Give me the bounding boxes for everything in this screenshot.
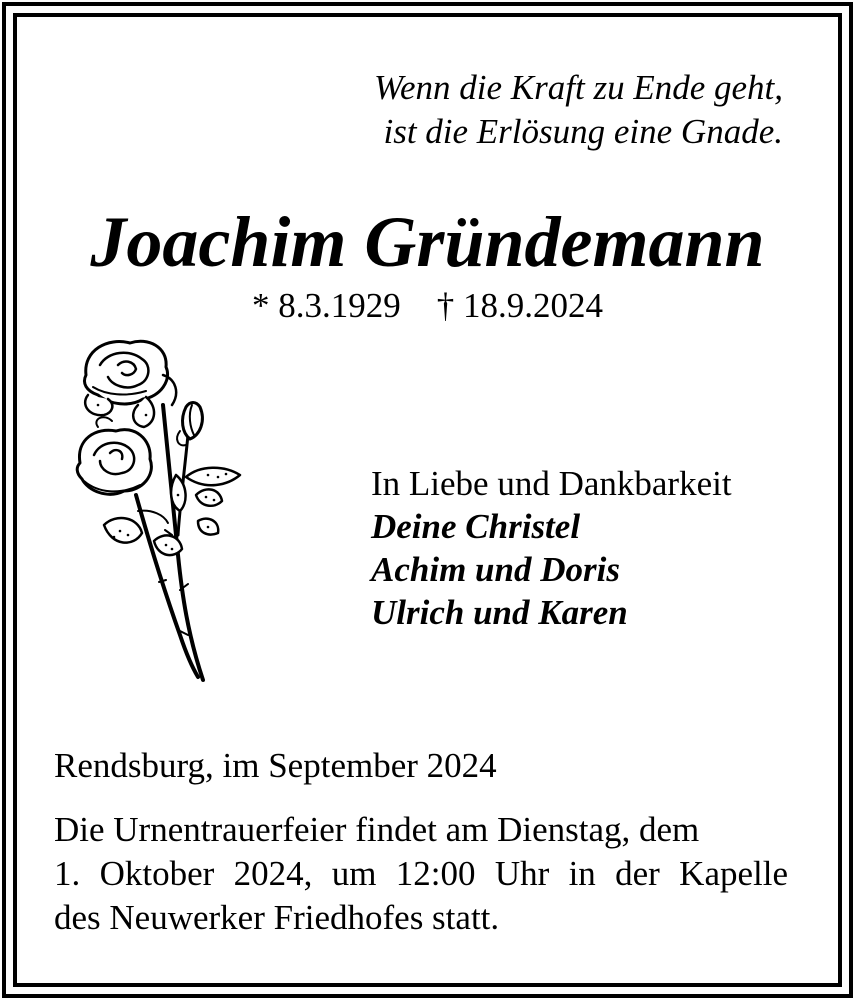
family-member: Achim und Doris [371, 550, 620, 589]
service-word: Uhr [494, 854, 550, 893]
life-dates [0, 284, 855, 328]
birth-date: * 8.3.1929 [252, 286, 401, 325]
service-word: der [615, 854, 660, 893]
service-word: 2024, [233, 854, 313, 893]
signoff [371, 462, 732, 634]
motto [374, 66, 783, 154]
deceased-name: Joachim Gründemann [90, 202, 765, 282]
service-word: Kapelle [679, 854, 788, 893]
motto-line-2: ist die Erlösung eine Gnade. [383, 112, 783, 151]
service-notice [54, 808, 788, 940]
service-line-1: Die Urnentrauerfeier findet am Dienstag, dem [54, 810, 700, 849]
service-word: Oktober [99, 854, 215, 893]
signoff-intro: In Liebe und Dankbarkeit [371, 464, 732, 503]
motto-line-1: Wenn die Kraft zu Ende geht, [374, 68, 783, 107]
rose-icon [68, 335, 258, 685]
service-word: um [331, 854, 377, 893]
service-word: 12:00 [395, 854, 476, 893]
family-member: Ulrich und Karen [371, 593, 628, 632]
death-date: † 18.9.2024 [436, 286, 603, 325]
service-line-2 [54, 852, 788, 896]
service-word: in [568, 854, 596, 893]
service-word: 1. [54, 854, 81, 893]
family-member: Deine Christel [371, 507, 581, 546]
service-line-3: des Neuwerker Friedhofes statt. [54, 898, 500, 937]
place-date: Rendsburg, im September 2024 [54, 746, 497, 785]
